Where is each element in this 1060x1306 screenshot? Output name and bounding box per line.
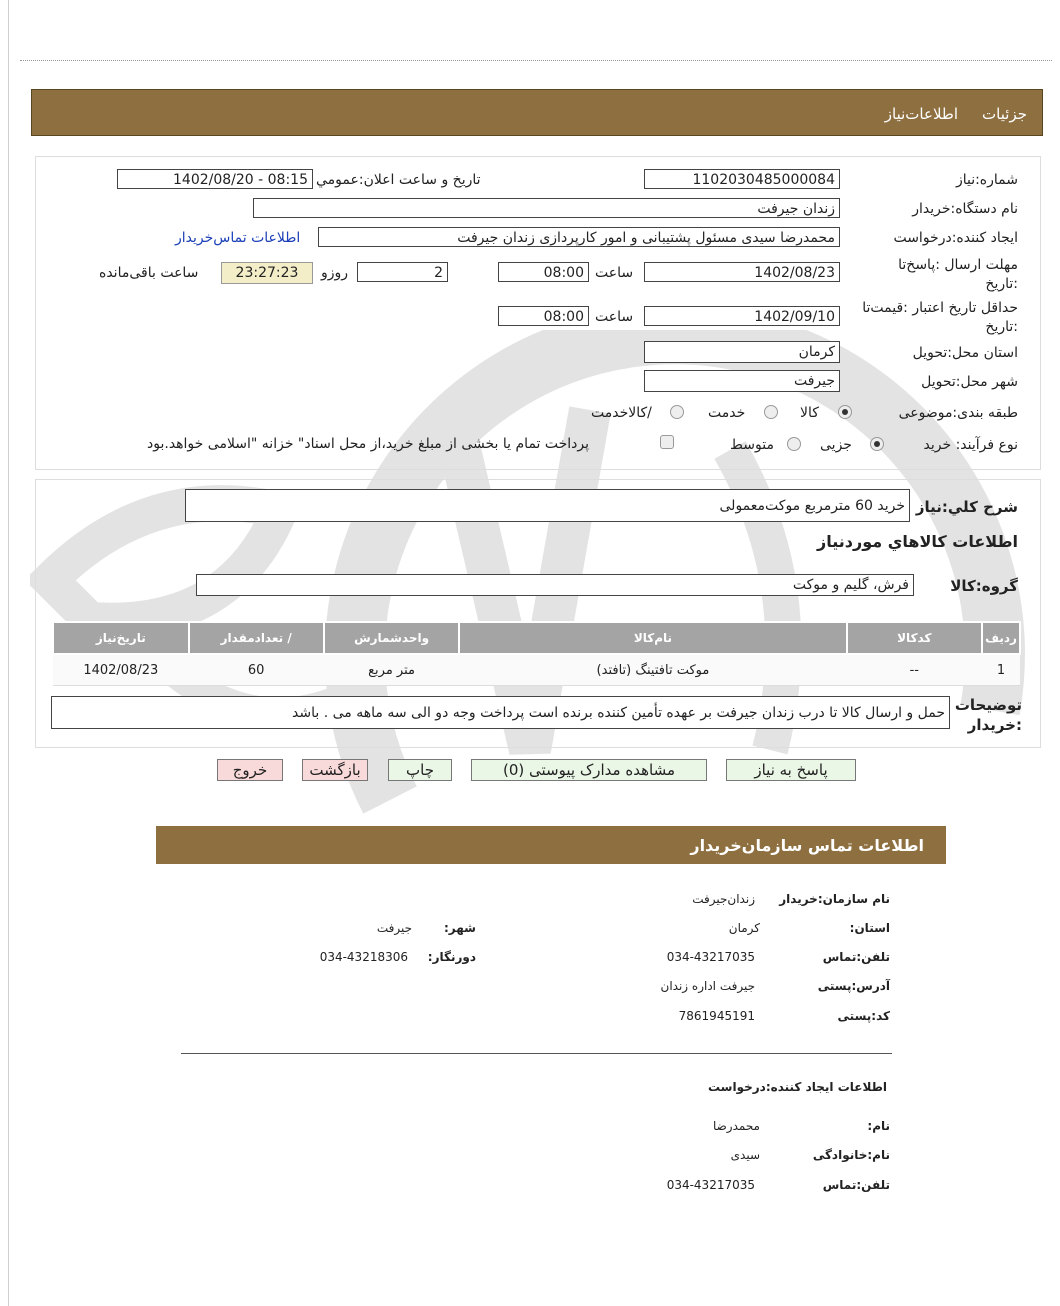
- cell-code: --: [847, 654, 983, 686]
- cell-row: 1: [982, 654, 1020, 686]
- remaining-time: 23:27:23: [221, 262, 313, 284]
- buyer-notes-label-2: :خریدار: [967, 716, 1022, 734]
- items-table: [52, 621, 1021, 686]
- days-label: روزو: [321, 265, 349, 281]
- announce-date-label: تاریخ و ساعت اعلان:عمومي: [316, 172, 481, 188]
- need-number-field: 1102030485000084: [644, 169, 840, 189]
- contact-city-label: شهر:: [444, 921, 476, 935]
- details-header-bar: [31, 89, 1043, 136]
- creator-name-label: نام:: [867, 1119, 890, 1133]
- phone-label: تلفن:تماس: [822, 950, 890, 964]
- goods-group-field: فرش، گلیم و موکت: [196, 574, 914, 596]
- process-partial-label: جزیی: [820, 437, 852, 453]
- province-field: کرمان: [644, 341, 840, 363]
- cell-unit: متر مربع: [324, 654, 460, 686]
- cell-date: 1402/08/23: [53, 654, 189, 686]
- creator-family-label: نام:خانوادگی: [812, 1148, 890, 1162]
- fax-label: دورنگار:: [427, 950, 476, 964]
- validity-time-field: 08:00: [498, 306, 589, 326]
- creator-label: ایجاد کننده:درخواست: [893, 230, 1018, 246]
- category-both-radio[interactable]: [670, 405, 684, 419]
- cell-qty: 60: [189, 654, 324, 686]
- cell-name: موکت تافتینگ (تافتد): [459, 654, 846, 686]
- deadline-time-label: ساعت: [595, 265, 634, 281]
- category-label: طبقه بندی:موضوعی: [898, 405, 1018, 421]
- treasury-payment-label: پرداخت تمام یا بخشی از مبلغ خرید،از محل اسناد" خزانه "اسلامی خواهد.بود: [147, 436, 590, 452]
- province-label: استان محل:تحویل: [912, 345, 1018, 361]
- org-name-value: زندان‌جیرفت: [692, 892, 755, 906]
- print-button[interactable]: چاپ: [388, 759, 452, 781]
- exit-button[interactable]: خروج: [217, 759, 283, 781]
- col-name: نام‌کالا: [459, 622, 846, 654]
- contact-province-label: استان:: [849, 921, 890, 935]
- buyer-contact-header: [156, 826, 946, 864]
- category-goods-label: کالا: [800, 405, 819, 421]
- deadline-label: مهلت ارسال :پاسخ‌تا: [898, 257, 1018, 273]
- buyer-org-label: نام دستگاه:خریدار: [912, 201, 1018, 217]
- buyer-contact-title: اطلاعات تماس سازمان‌خریدار: [690, 836, 924, 855]
- contact-province-value: کرمان: [728, 921, 760, 935]
- creator-phone-label: تلفن:تماس: [822, 1178, 890, 1192]
- need-number-label: شماره:نیاز: [955, 172, 1018, 188]
- address-label: آدرس:پستی: [817, 979, 890, 993]
- reply-button[interactable]: پاسخ به نیاز: [726, 759, 856, 781]
- general-desc-label: شرح کلي:نیاز: [915, 498, 1018, 516]
- validity-label: حداقل تاریخ اعتبار :قیمت‌تا: [862, 300, 1018, 316]
- creator-family-value: سیدی: [730, 1148, 760, 1162]
- contact-city-value: جیرفت: [376, 921, 412, 935]
- org-name-label: نام سازمان:خریدار: [779, 892, 890, 906]
- tab-need-info[interactable]: اطلاعات‌نیاز: [884, 105, 958, 123]
- deadline-time-field: 08:00: [498, 262, 589, 282]
- city-label: شهر محل:تحویل: [921, 374, 1018, 390]
- col-date: تاریخ‌نیاز: [53, 622, 189, 654]
- phone-value: 034-43217035: [666, 950, 755, 964]
- items-title: اطلاعات کالاهاي موردنیاز: [817, 532, 1018, 551]
- creator-field: محمدرضا سیدی مسئول پشتیبانی و امور کارپردازی زندان جیرفت: [318, 227, 840, 247]
- validity-date-field: 1402/09/10: [644, 306, 840, 326]
- category-both-label: /کالاخدمت: [591, 405, 652, 421]
- validity-time-label: ساعت: [595, 309, 634, 325]
- tab-details[interactable]: جزئیات: [982, 105, 1027, 123]
- days-field: 2: [357, 262, 448, 282]
- category-goods-radio[interactable]: [838, 405, 852, 419]
- table-row: [53, 654, 1020, 686]
- col-row: ردیف: [982, 622, 1020, 654]
- buyer-notes-field: حمل و ارسال کالا تا درب زندان جیرفت بر عهده تأمین کننده برنده است پرداخت وجه دو الی سه ماهه می . باشد: [51, 696, 950, 729]
- general-desc-field: خرید 60 مترمربع موکت‌معمولی: [185, 489, 910, 522]
- buyer-notes-label: توضیحات: [954, 696, 1022, 714]
- buyer-org-field: زندان جیرفت: [253, 198, 840, 218]
- process-label: نوع فرآیند: خرید: [923, 437, 1018, 453]
- announce-date-field: 1402/08/20 - 08:15: [117, 169, 313, 189]
- postal-code-value: 7861945191: [678, 1009, 755, 1023]
- remaining-label: ساعت باقی‌مانده: [99, 265, 199, 281]
- process-medium-label: متوسط: [730, 437, 774, 453]
- buyer-contact-link[interactable]: اطلاعات تماس‌خریدار: [175, 230, 301, 246]
- process-medium-radio[interactable]: [787, 437, 801, 451]
- process-partial-radio[interactable]: [870, 437, 884, 451]
- divider: [20, 60, 1052, 61]
- validity-label-2: :تاریخ: [985, 319, 1018, 335]
- fax-value: 034-43218306: [319, 950, 408, 964]
- category-service-label: خدمت: [708, 405, 746, 421]
- col-unit: واحدشمارش: [324, 622, 460, 654]
- view-attachments-button[interactable]: مشاهده مدارک پیوستی (0): [471, 759, 707, 781]
- deadline-label-2: :تاریخ: [985, 276, 1018, 292]
- creator-info-title: اطلاعات ایجاد کننده:درخواست: [707, 1080, 887, 1094]
- postal-code-label: کد:پستی: [837, 1009, 890, 1023]
- col-qty: / تعدادمقدار: [189, 622, 324, 654]
- city-field: جیرفت: [644, 370, 840, 392]
- back-button[interactable]: بازگشت: [302, 759, 368, 781]
- col-code: کدکالا: [847, 622, 983, 654]
- deadline-date-field: 1402/08/23: [644, 262, 840, 282]
- treasury-payment-checkbox[interactable]: [660, 435, 674, 449]
- category-service-radio[interactable]: [764, 405, 778, 419]
- creator-name-value: محمدرضا: [712, 1119, 760, 1133]
- page-left-border: [8, 0, 9, 1306]
- address-value: جیرفت اداره زندان: [660, 979, 755, 993]
- goods-group-label: گروه:کالا: [950, 577, 1018, 595]
- divider: [181, 1053, 892, 1054]
- creator-phone-value: 034-43217035: [666, 1178, 755, 1192]
